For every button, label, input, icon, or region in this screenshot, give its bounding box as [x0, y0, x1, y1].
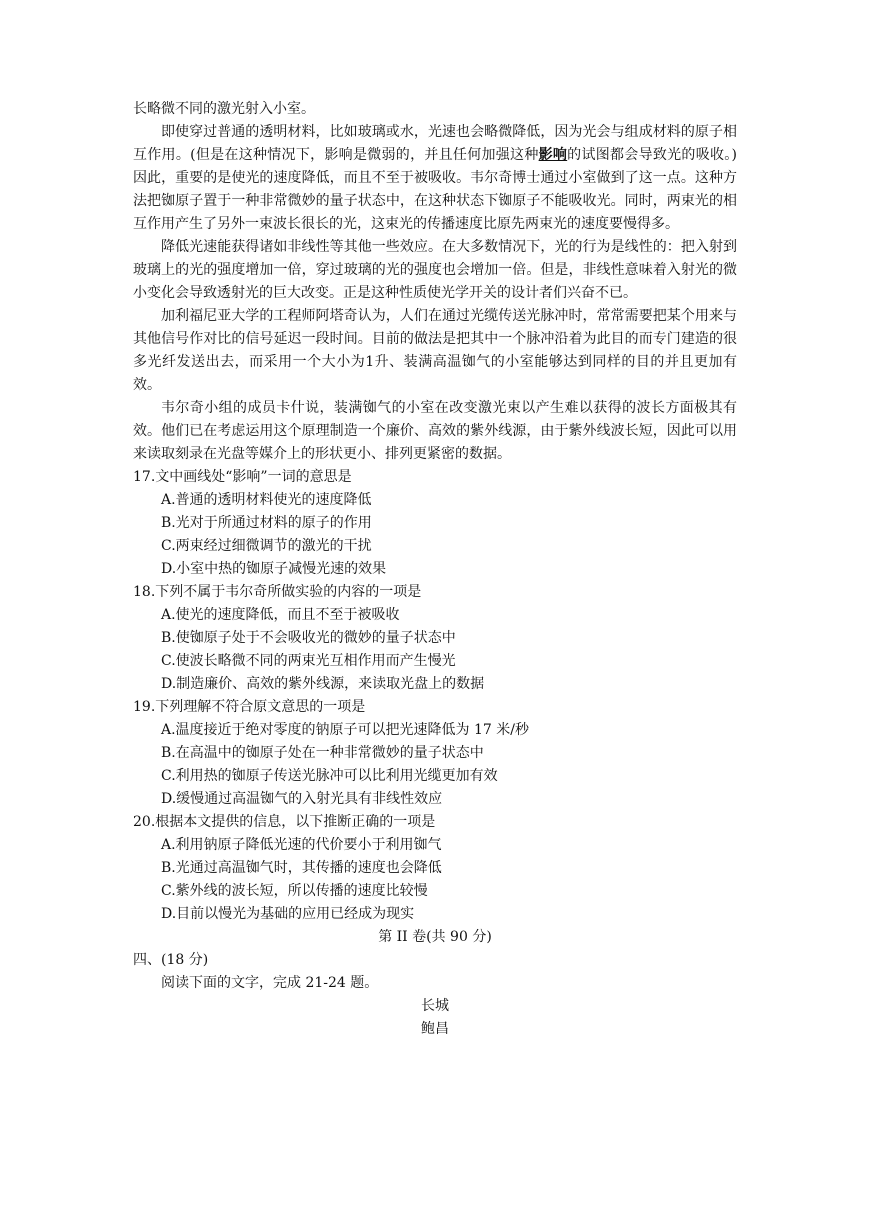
question-stem: 20.根据本文提供的信息，以下推断正确的一项是 [133, 814, 436, 830]
question-stem: 19.下列理解不符合原文意思的一项是 [133, 699, 366, 715]
option-b: B.使铷原子处于不会吸收光的微妙的量子状态中 [161, 630, 456, 646]
part-heading: 四、(18 分) [133, 952, 209, 968]
option-b: B.在高温中的铷原子处在一种非常微妙的量子状态中 [161, 745, 484, 761]
option-d: D.目前以慢光为基础的应用已经成为现实 [161, 906, 415, 922]
question-18 [133, 581, 737, 696]
option-c: C.紫外线的波长短，所以传播的速度比较慢 [161, 883, 428, 899]
question-20 [133, 811, 737, 926]
option-c: C.使波长略微不同的两束光互相作用而产生慢光 [161, 653, 456, 669]
exam-page [133, 98, 737, 1041]
article-author: 鲍昌 [421, 1021, 449, 1037]
paragraph-2-text-b: 的试图都会导致光的吸收。)因此，重要的是使光的速度降低，而且不至于被吸收。韦尔奇博士通过小室做到了这一点。这种方法把铷原子置于一种非常微妙的量子状态中，在这种状态下铷原子不能吸收光。同时，两束光的相互作用产生了另外一束波长很长的光，这束光的传播速度比原先两束光的速度要慢得多。 [133, 147, 737, 232]
option-a: A.利用钠原子降低光速的代价要小于利用铷气 [161, 837, 442, 853]
option-a: A.使光的速度降低，而且不至于被吸收 [161, 607, 400, 623]
passage-paragraph-4: 加利福尼亚大学的工程师阿塔奇认为，人们在通过光缆传送光脉冲时，常常需要把某个用来与其他信号作对比的信号延迟一段时间。目前的做法是把其中一个脉冲沿着为此目的而专门建造的很多光纤发送出去，而采用一个大小为1升、装满高温铷气的小室能够达到同样的目的并且更加有效。 [133, 308, 737, 393]
option-d: D.缓慢通过高温铷气的入射光具有非线性效应 [161, 791, 443, 807]
option-a: A.普通的透明材料使光的速度降低 [161, 492, 372, 508]
passage-continuation-line: 长略微不同的激光射入小室。 [133, 101, 315, 117]
passage-paragraph-2 [133, 121, 737, 236]
option-a: A.温度接近于绝对零度的钠原子可以把光速降低为 17 米/秒 [161, 722, 529, 738]
question-17 [133, 466, 737, 581]
passage-paragraph-3: 降低光速能获得诸如非线性等其他一些效应。在大多数情况下，光的行为是线性的：把入射到玻璃上的光的强度增加一倍，穿过玻璃的光的强度也会增加一倍。但是，非线性意味着入射光的微小变化会导致透射光的巨大改变。正是这种性质使光学开关的设计者们兴奋不已。 [133, 239, 737, 301]
option-d: D.小室中热的铷原子减慢光速的效果 [161, 561, 387, 577]
underlined-word: 影响 [538, 147, 568, 163]
section-heading: 第 II 卷(共 90 分) [378, 929, 492, 945]
question-19 [133, 696, 737, 811]
passage-paragraph-5: 韦尔奇小组的成员卡什说，装满铷气的小室在改变激光束以产生难以获得的波长方面极其有效。他们已在考虑运用这个原理制造一个廉价、高效的紫外线源，由于紫外线波长短，因此可以用来读取刻录在光盘等媒介上的形状更小、排列更紧密的数据。 [133, 400, 737, 462]
option-c: C.两束经过细微调节的激光的干扰 [161, 538, 372, 554]
question-stem: 18.下列不属于韦尔奇所做实验的内容的一项是 [133, 584, 422, 600]
paragraph-2-text-a: 即使穿过普通的透明材料，比如玻璃或水，光速也会略微降低，因为光会与组成材料的原子相互作用。(但是在这种情况下，影响是微弱的，并且任何加强这种 [133, 124, 737, 163]
option-c: C.利用热的铷原子传送光脉冲可以比利用光缆更加有效 [161, 768, 498, 784]
option-b: B.光通过高温铷气时，其传播的速度也会降低 [161, 860, 442, 876]
question-stem: 17.文中画线处“影响”一词的意思是 [133, 469, 352, 485]
option-b: B.光对于所通过材料的原子的作用 [161, 515, 372, 531]
article-title: 长城 [421, 998, 449, 1014]
option-d: D.制造廉价、高效的紫外线源，来读取光盘上的数据 [161, 676, 485, 692]
reading-instruction: 阅读下面的文字，完成 21-24 题。 [161, 975, 379, 991]
